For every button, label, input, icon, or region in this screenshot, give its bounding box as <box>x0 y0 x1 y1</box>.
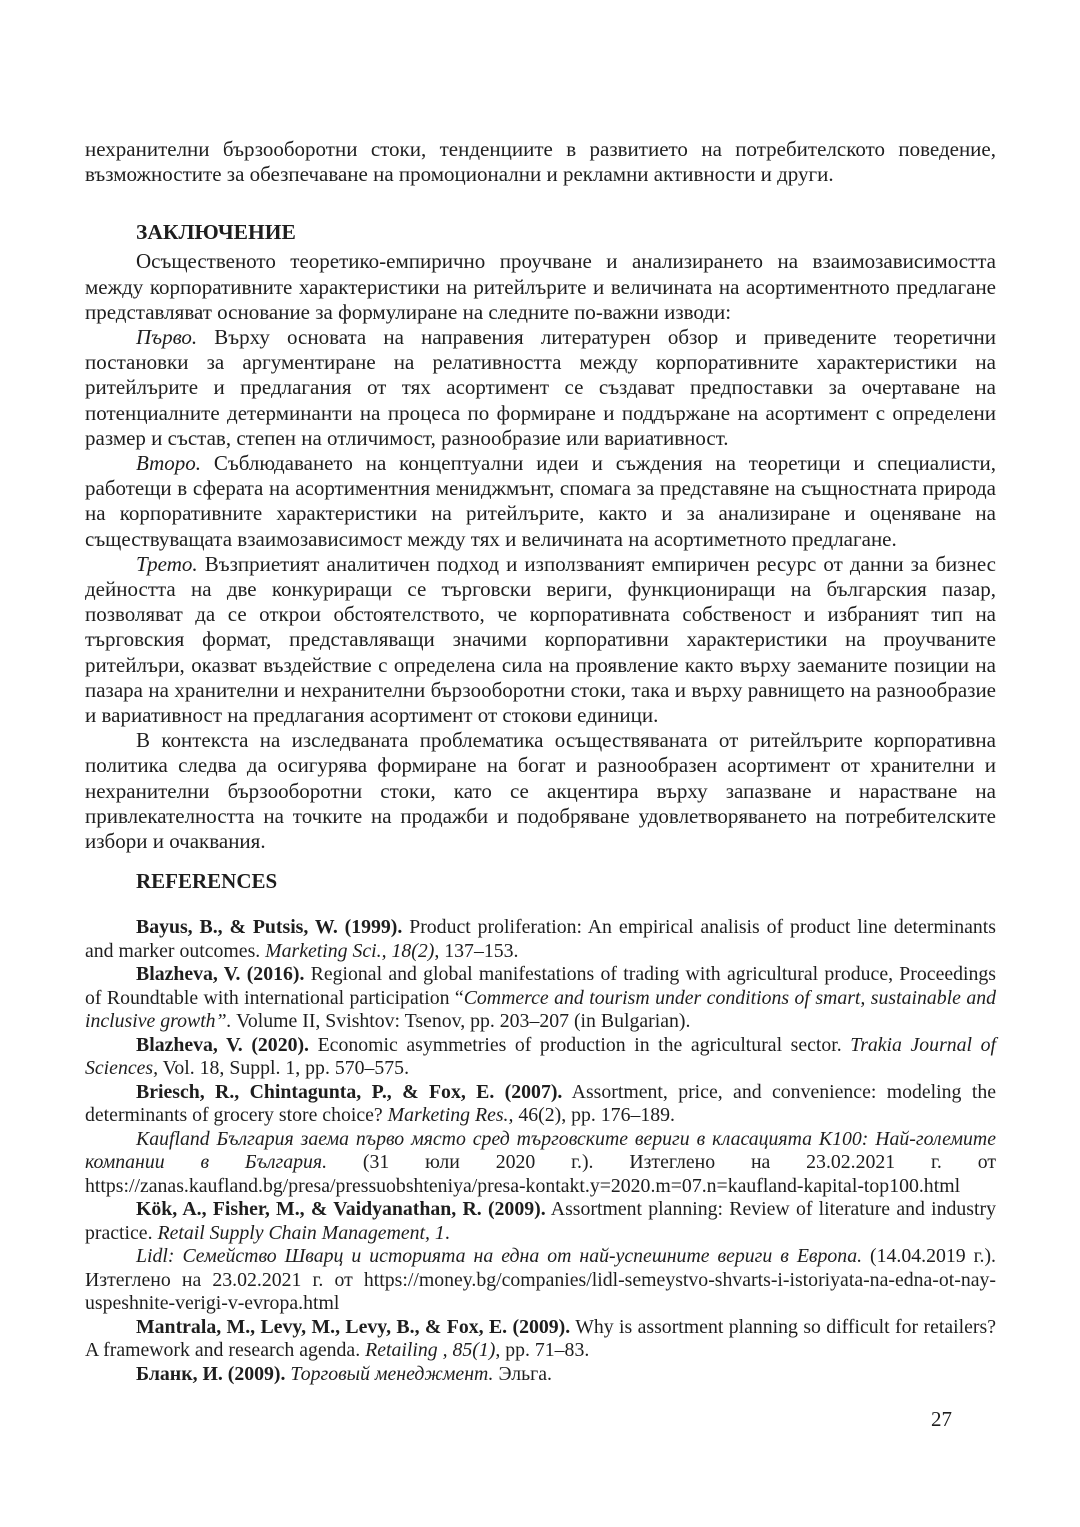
ref-url: https://money.bg/companies/lidl-semeystvo-shvarts-i-istoriyata-na-edna-ot-nay-uspeshnite-verigi-v-evropa.html <box>85 1268 996 1315</box>
paragraph-text: Върху основата на направения литературен обзор и приведените теоретични постановки за аргументиране на релативността между корпоративните характеристики на ритейлърите и предлагания от тях асортимент се създават предпоставки за очертаване на потенциалните детерминанти на процеса по формиране и поддържане на асортимент с определени размер и състав, степен на отличимост, разнообразие или вариативност. <box>85 325 996 450</box>
ref-authors: Kök, A., Fisher, M., & Vaidyanathan, R. (2009). <box>136 1198 546 1221</box>
reference-entry <box>85 1245 996 1316</box>
ref-pages: 46(2), pp. 176–189. <box>513 1104 675 1127</box>
reference-entry <box>85 1316 996 1363</box>
ref-title: Торговый менеджмент. <box>290 1362 494 1385</box>
ref-authors: Blazheva, V. (2016). <box>136 963 305 986</box>
references-list <box>85 916 996 1386</box>
ref-title: Lidl: Семейство Шварц и историята на една от най-успешните вериги в Европа. <box>136 1245 863 1268</box>
ref-title: Regional and global manifestations of trading with agricultural produce, Proceedings of Roundtable with international participation “ <box>85 963 996 1009</box>
ref-source: Retailing , 85(1) <box>365 1339 496 1362</box>
paragraph-text: нехранителни бързооборотни стоки, тенденциите в развитието на потребителското поведение, възможностите за обезпечаване на промоционални и рекламни активности и други. <box>85 137 996 187</box>
ref-title: Assortment planning: Review of literature and industry practice. <box>85 1198 996 1244</box>
ref-url: https://zanas.kaufland.bg/presa/pressuobshteniya/presa-kontakt.y=2020.m=07.n=kaufland-kapital-top100.html <box>85 1174 961 1197</box>
ref-source: Marketing Sci., 18(2) <box>265 939 435 962</box>
ref-authors: Mantrala, M., Levy, M., Levy, B., & Fox, E. (2009). <box>136 1315 571 1338</box>
ref-details: (31 юли 2020 г.). Изтеглено на 23.02.2021 г. от <box>327 1151 996 1174</box>
paragraph-lead: Трето. <box>136 551 198 576</box>
ref-title: Assortment, price, and convenience: modeling the determinants of grocery store choice? <box>85 1080 996 1127</box>
body-paragraph <box>85 728 996 854</box>
ref-publisher: Эльга. <box>493 1362 552 1385</box>
ref-title: Why is assortment planning so difficult for retailers? A framework and research agenda. <box>85 1315 996 1362</box>
conclusion-heading: ЗАКЛЮЧЕНИЕ <box>136 220 296 245</box>
paragraph-lead: Първо. <box>136 325 198 350</box>
ref-pages: , 137–153. <box>434 939 519 962</box>
body-paragraph <box>85 552 996 728</box>
page-number: 27 <box>931 1407 952 1431</box>
ref-pages: Volume II, Svishtov: Tsenov, pp. 203–207 (in Bulgarian). <box>231 1010 691 1033</box>
reference-entry <box>85 1363 996 1387</box>
ref-details: (14.04.2019 г.). Изтеглено на 23.02.2021 г. от <box>85 1245 996 1291</box>
ref-title: Economic asymmetries of production in the agricultural sector. <box>309 1033 851 1056</box>
ref-source: Marketing Res., <box>387 1104 514 1127</box>
ref-title: Kaufland България заема първо място сред търговските вериги в класацията К100: Най-големите компании в България. <box>85 1127 996 1174</box>
paragraph-text: Възприетият аналитичен подход и използваният емпиричен ресурс от данни за бизнес дейността на две конкуриращи се търговски вериги, функциониращи на българския пазар, позволяват да се открои обстоятелството, че корпоративната собственост и избраният тип на търговския формат, представляващи значими корпоративни характеристики на проучваните ритейлъри, оказват въздействие с определена сила на проявление както върху заеманите позиции на пазара на хранителни и нехранителни бързооборотни стоки, така и върху равнището на разнообразие и вариативност на предлагания асортимент от стокови единици. <box>85 551 996 728</box>
reference-entry <box>85 1128 996 1199</box>
body-paragraph <box>85 137 996 187</box>
body-paragraph <box>85 325 996 451</box>
paragraph-lead: Второ. <box>136 451 201 476</box>
ref-source: Retail Supply Chain Management, 1 <box>157 1221 445 1244</box>
page-content <box>85 137 996 1386</box>
reference-entry <box>85 963 996 1034</box>
ref-authors: Blazheva, V. (2020). <box>136 1033 310 1056</box>
reference-entry <box>85 1198 996 1245</box>
ref-authors: Bayus, B., & Putsis, W. (1999). <box>136 916 403 939</box>
ref-authors: Бланк, И. (2009). <box>136 1362 286 1385</box>
ref-authors: Briesch, R., Chintagunta, P., & Fox, E. (2007). <box>136 1080 563 1103</box>
reference-entry <box>85 1081 996 1128</box>
ref-title: Product proliferation: An empirical analisis of product line determinants and marker outcomes. <box>85 916 996 962</box>
paragraph-text: В контекста на изследваната проблематика осъществяваната от ритейлърите корпоративна политика следва да осигурява формиране на богат и разнообразен асортимент от хранителни и нехранителни бързооборотни стоки, като се акцентира върху запазване и нарастване на привлекателността на точките на продажби и подобряване удовлетворяването на потребителските избори и очаквания. <box>85 728 996 854</box>
references-heading: REFERENCES <box>136 869 278 894</box>
ref-pages: . <box>444 1221 450 1244</box>
reference-entry <box>85 1034 996 1081</box>
reference-entry <box>85 916 996 963</box>
paragraph-text: Съблюдаването на концептуални идеи и съждения на теоретици и специалисти, работещи в сферата на асортиментния мениджмънт, спомага за представяне на същностната природа на корпоративните характеристики на ритейлърите, както и за анализиране и оценяване на съществуващата взаимозависимост между тях и величината на асортиметното предлагане. <box>85 451 996 551</box>
ref-pages: , pp. 71–83. <box>495 1339 590 1362</box>
ref-source: Trakia Journal of Sciences, <box>85 1033 997 1080</box>
body-paragraph <box>85 451 996 552</box>
ref-pages: Vol. 18, Suppl. 1, pp. 570–575. <box>158 1057 410 1080</box>
paragraph-text: Осъщественото теоретико-емпирично проучване и анализирането на взаимозависимостта между корпоративните характеристики на ритейлърите и величината на асортиментното предлагане представляват основание за формулиране на следните по-важни изводи: <box>85 249 996 324</box>
body-paragraph <box>85 249 996 325</box>
ref-source: Commerce and tourism under conditions of smart, sustainable and inclusive growth”. <box>85 986 996 1033</box>
